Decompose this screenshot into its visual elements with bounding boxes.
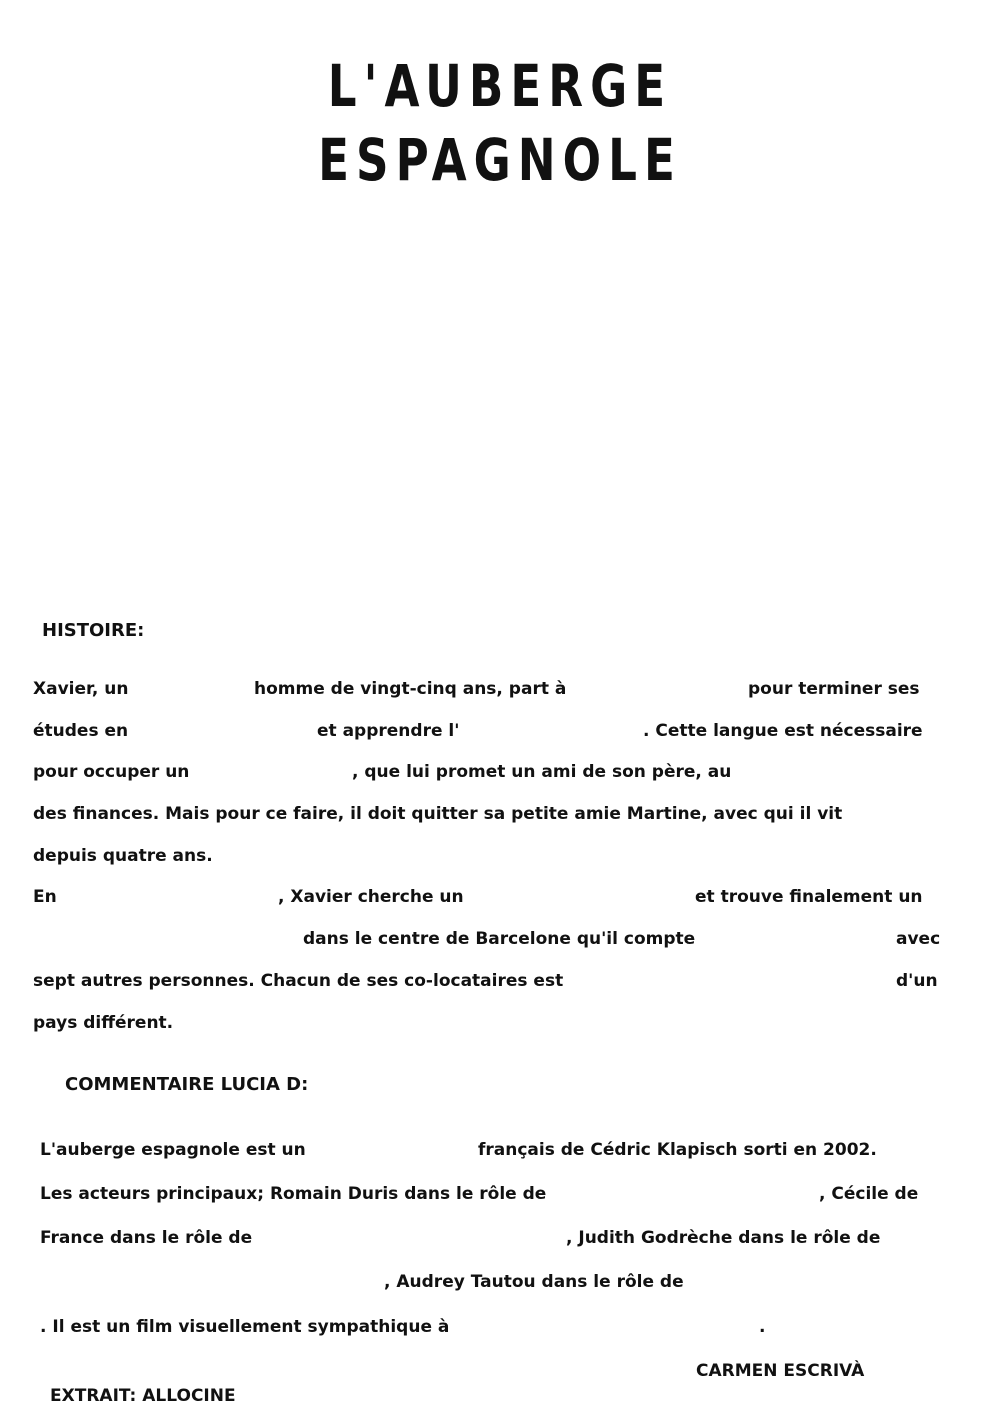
commentaire-heading: COMMENTAIRE LUCIA D:: [65, 1074, 309, 1095]
author-name: CARMEN ESCRIVÀ: [696, 1361, 865, 1381]
histoire-text: des finances. Mais pour ce faire, il doit quitter sa petite amie Martine, avec qui il vit: [33, 804, 843, 824]
histoire-text: études en: [33, 721, 129, 741]
commentaire-text: , Cécile de: [819, 1184, 919, 1204]
histoire-text: sept autres personnes. Chacun de ses co-locataires est: [33, 971, 564, 991]
histoire-text: d'un: [896, 971, 938, 991]
title-line-2: ESPAGNOLE: [318, 126, 682, 194]
histoire-text: homme de vingt-cinq ans, part à: [254, 679, 567, 699]
histoire-text: Xavier, un: [33, 679, 129, 699]
commentaire-text: , Audrey Tautou dans le rôle de: [384, 1272, 684, 1292]
histoire-text: pour terminer ses: [748, 679, 920, 699]
histoire-text: avec: [896, 929, 941, 949]
histoire-text: , Xavier cherche un: [278, 887, 464, 907]
commentaire-text: L'auberge espagnole est un: [40, 1140, 306, 1160]
histoire-text: et apprendre l': [317, 721, 460, 741]
commentaire-text: . Il est un film visuellement sympathique à: [40, 1317, 450, 1337]
histoire-text: pays différent.: [33, 1013, 174, 1033]
histoire-text: , que lui promet un ami de son père, au: [352, 762, 732, 782]
commentaire-text: .: [759, 1317, 766, 1337]
commentaire-text: , Judith Godrèche dans le rôle de: [566, 1228, 881, 1248]
commentaire-text: France dans le rôle de: [40, 1228, 253, 1248]
histoire-text: En: [33, 887, 57, 907]
histoire-text: . Cette langue est nécessaire: [643, 721, 923, 741]
commentaire-text: Les acteurs principaux; Romain Duris dans le rôle de: [40, 1184, 547, 1204]
commentaire-text: français de Cédric Klapisch sorti en 2002.: [478, 1140, 877, 1160]
histoire-text: depuis quatre ans.: [33, 846, 213, 866]
source-credit: EXTRAIT: ALLOCINE: [50, 1386, 236, 1406]
histoire-text: et trouve finalement un: [695, 887, 923, 907]
histoire-heading: HISTOIRE:: [42, 620, 145, 641]
title-line-1: L'AUBERGE: [327, 52, 673, 120]
histoire-text: dans le centre de Barcelone qu'il compte: [303, 929, 696, 949]
histoire-text: pour occuper un: [33, 762, 190, 782]
